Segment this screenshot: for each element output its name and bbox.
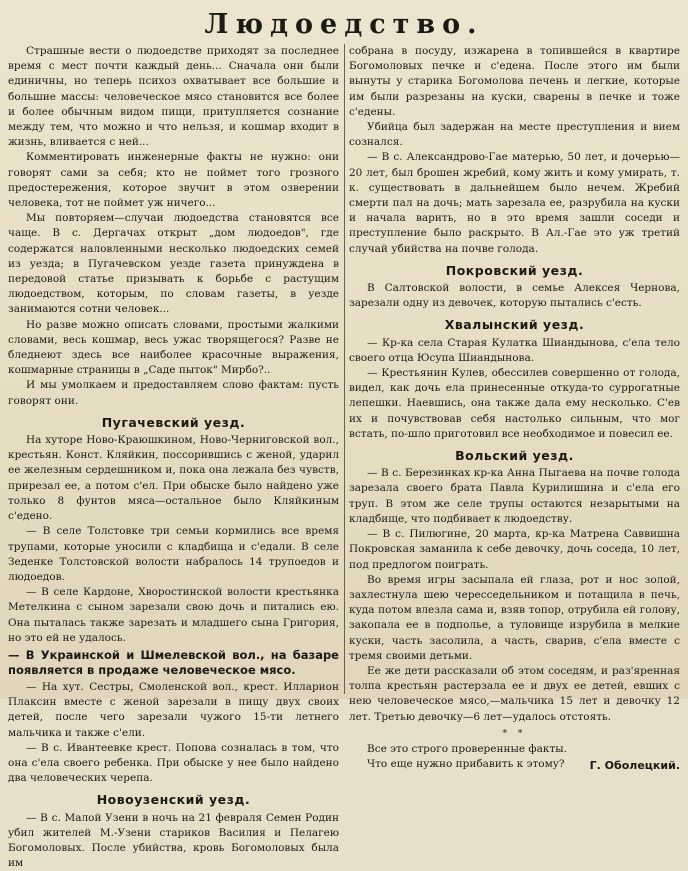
- article-title: Людоедство.: [204, 9, 484, 40]
- paragraph: И мы умолкаем и предоставляем слово фактам: пусть говорят они.: [8, 379, 339, 407]
- column-divider: [344, 44, 345, 694]
- paragraph: — В селе Толстовке три семьи кормились все время трупами, которые уносили с кладбища и с'едали. В селе Зеденке Толстовской волости набралось 14 трупоедов и людоедов.: [8, 525, 339, 583]
- paragraph: На хуторе Ново-Краюшкином, Ново-Черниговской вол., крестьян. Конст. Кляйкин, поссорившись с женой, ударил ее железным сердешником и, пока она лежала без чувств, прирезал ее, а потом с'ел. При обыске было найдено уже только 8 фунтов мяса—остальное было Кляйкиным с'едено.: [8, 434, 339, 523]
- paragraph: — В с. Малой Узени в ночь на 21 февраля Семен Родин убил жителей М.-Узени стариков Василия и Пелагею Богомоловых. После убийства, кровь Богомоловых была им: [8, 811, 339, 870]
- paragraph: — Кр-ка села Старая Кулатка Шиандынова, с'ела тело своего отца Юсупа Шиандынова.: [349, 336, 680, 364]
- right-column: [349, 44, 680, 773]
- closing-line: Что еще нужно прибавить к этому?: [367, 758, 565, 771]
- paragraph: — В с. Ивантеевке крест. Попова созналась в том, что она с'ела своего ребенка. При обыске у нее было найдено два человеческих черепа.: [8, 741, 339, 785]
- paragraph: Ее же дети рассказали об этом соседям, и раз'яренная толпа крестьян растерзала ее и двух ее детей, евших с нею человеческое мясо,—мальчика 15 лет и девочку 12 лет. Третью девочку—6 лет—удалось отстоять.: [349, 664, 680, 723]
- section-heading: Покровский уезд.: [445, 262, 584, 278]
- paragraph: собрана в посуду, изжарена в топившейся в квартире Богомоловых печке и с'едена. После этого им были вынуты у старика Богомолова печень и легкие, которые им были разрезаны на куски, сварены в печке и тоже с'едены.: [349, 45, 680, 118]
- section-heading: Пугачевский уезд.: [101, 414, 246, 430]
- paragraph: Но разве можно описать словами, простыми жалкими словами, весь кошмар, весь ужас творящегося? Разве не бледнеют здесь все наиболее красочные выражения, кошмарные страницы в „Саде пыток" Мирбо?..: [8, 318, 339, 377]
- closing-line: Все это строго проверенные факты.: [367, 742, 567, 755]
- paragraph: — Крестьянин Кулев, обессилев совершенно от голода, видел, как дочь ела принесенные откуда-то суррогатные лепешки. Наевшись, она также дала ему несколько. С'ев их и почувствовав себя настолько сильным, что мог встать, по-шло приготовил все необходимое и повесил ее.: [349, 367, 680, 440]
- paragraph: Мы повторяем—случаи людоедства становятся все чаще. В с. Дергачах открыт „дом людоедов", где содержатся наловленными несколько людоедских семей из уезда; в Пугачевском уезде газета принуждена в передовой статье призывать к борьбе с растущим людоедством, которым, по словам газеты, в уезде занимаются сотни человек...: [8, 212, 339, 316]
- paragraph: Комментировать инженерные факты не нужно: они говорят сами за себя; кто не поймет того грозного предостережения, которое звучит в этом озверении человека, тот не поймет уж ничего...: [8, 151, 339, 210]
- bold-subheading: — В Украинской и Шмелевской вол., на базаре появляется в продаже человеческое мясо.: [8, 647, 339, 677]
- paragraph: В Салтовской волости, в семье Алексея Чернова, зарезали одну из девочек, которую пытались с'есть.: [349, 282, 680, 310]
- paragraph: — В с. Пилюгине, 20 марта, кр-ка Матрена Саввишна Покровская заманила к себе девочку, дочь соседа, 10 лет, под предлогом поиграть.: [349, 528, 680, 571]
- paragraph: — В с. Александрово-Гае матерью, 50 лет, и дочерью—20 лет, был брошен жребий, кому жить и кому умирать, т. к. существовать в дальнейшем было нечем. Жребий смерти пал на дочь; мать зарезала ее, разрубила на куски и начала варить, но в это время зашли соседи и преступление было раскрыто. В Ал.-Гае это уж третий случай убийства на почве голода.: [349, 151, 680, 255]
- paragraph: — В селе Кардоне, Хворостинской волости крестьянка Метелкина с сыном зарезали свою дочь и питались ею. Она пыталась также зарезать и младшего сына Григория, но это ей не удалось.: [8, 586, 339, 644]
- paragraph: — В с. Березинках кр-ка Анна Пыгаева на почве голода зарезала своего брата Павла Курилишина и с'ела его труп. В этом же селе трупы остаются незарытыми на кладбище, что подбивает к людоедству.: [349, 467, 680, 525]
- paragraph: Убийца был задержан на месте преступления и вием сознался.: [349, 121, 680, 149]
- section-heading: Хвалынский уезд.: [444, 317, 585, 333]
- section-heading: Новоузенский уезд.: [96, 792, 251, 808]
- paragraph: Во время игры засыпала ей глаза, рот и нос золой, захлестнула шею чересседельником и потащила в печь, куда потом влезла сама и, взяв топор, отрубила ей голову, закопала ее в подполье, а туловище изрубила в мелкие куски, часть засолила, а часть, сварив, с'ела вместе с тремя своими детьми.: [349, 573, 680, 662]
- paragraph: — На хут. Сестры, Смоленской вол., крест. Илларион Плаксин вместе с женой зарезали в пищу двух своих детей, после чего зарезали чужого 15-ти летнего мальчика и также с'ели.: [8, 680, 339, 739]
- author-signature: Г. Оболецкий.: [589, 759, 680, 773]
- left-column: [8, 44, 339, 870]
- paragraph: Страшные вести о людоедстве приходят за последнее время с мест почти каждый день... Сначала они были единичны, но теперь психоз охватывает все большие и большие массы: человеческое мясо становится все более и более обычным видом пищи, притупляется сознание между тем, что можно и что нельзя, и кошмар входит в жизнь, вливается с ней...: [8, 45, 339, 149]
- section-heading: Вольский уезд.: [455, 448, 574, 464]
- section-separator: * *: [502, 728, 527, 739]
